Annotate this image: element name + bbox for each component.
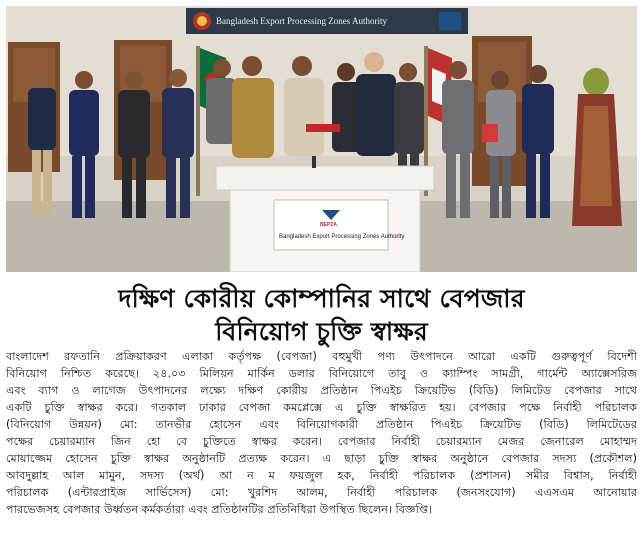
headline xyxy=(6,282,637,348)
body-line: মোয়াজ্জেম হোসেন চুক্তি স্বাক্ষর অনুষ্ঠানটি প্রত্যক্ষ করেন। এ ছাড়া চুক্তি স্বাক্ষর অনুষ্ঠানে বেপজার সদস্য (প্রকৌশল) xyxy=(6,452,637,465)
body-line: পরিচালক (এন্টারপ্রাইজ সার্ভিসেস) মো: খুরশিদ আলম, নির্বাহী পরিচালক (জনসংযোগ) এএসএম আনোয়ার xyxy=(6,486,637,499)
podium xyxy=(216,156,434,272)
body-line: এবং ব্যাগ ও লাগেজ উৎপাদনের লক্ষ্যে দক্ষিণ কোরীয় প্রতিষ্ঠান পিএইচ ক্রিয়েটিভ (বিডি) লিমিটেড বেপজার সাথে xyxy=(6,384,637,397)
podium-brand-text: BEPZA xyxy=(320,222,337,228)
body-line: একটি চুক্তি স্বাক্ষর করে। গতকাল ঢাকার বেপজা কমপ্লেক্সে এ চুক্তি স্বাক্ষরিত হয়। বেপজার পক্ষে নির্বাহী পরিচালক xyxy=(6,401,637,414)
banner-text: Bangladesh Export Processing Zones Authority xyxy=(216,16,387,26)
podium-text: Bangladesh Export Processing Zones Authority xyxy=(279,234,405,240)
body-line: (বিনিয়োগ উন্নয়ন) মো: তানভীর হোসেন এবং বিনিয়োগকারী প্রতিষ্ঠান পিএইচ ক্রিয়েটিভ (বিডি) লিমিটেডের xyxy=(6,418,637,431)
bepza-logo-icon xyxy=(439,12,461,30)
agreement-folder xyxy=(306,124,340,132)
body-line: বাংলাদেশ রফতানি প্রক্রিয়াকরণ এলাকা কর্তৃপক্ষ (বেপজা) বহুমুখী পণ্য উৎপাদনে আরো একটি গুরুত্বপূর্ণ বিদেশী xyxy=(6,350,637,363)
headline-line-2: বিনিয়োগ চুক্তি স্বাক্ষর xyxy=(215,317,428,346)
body-line: আবদুল্লাহ আল মামুন, সদস্য (অর্থ) আ ন ম ফয়জুল হক, নির্বাহী পরিচালক (প্রশাসন) সমীর বিশ্বাস, নির্বাহী xyxy=(6,469,637,482)
article-body xyxy=(6,348,637,554)
body-line: পক্ষের চেয়ারম্যান জিন হো বে চুক্তিতে স্বাক্ষর করেন। বেপজার নির্বাহী চেয়ারম্যান মেজর জেনারেল মোহাম্মদ xyxy=(6,435,637,448)
body-line: পারভেজসহ বেপজার উর্ধ্বতন কর্মকর্তারা এবং প্রতিষ্ঠানটির প্রতিনিধিরা উপস্থিত ছিলেন। বিজ্ঞপ্তি। xyxy=(6,503,433,516)
news-photo xyxy=(6,6,637,272)
body-line: বিনিয়োগ নিশ্চিত করেছে। ২৪.০৩ মিলিয়ন মার্কিন ডলার বিনিয়োগে তাবু ও ক্যাম্পিং সামগ্রী, গার্মেন্ট অ্যাক্সেসরিজ xyxy=(6,367,637,380)
headline-line-1: দক্ষিণ কোরীয় কোম্পানির সাথে বেপজার xyxy=(118,284,525,313)
